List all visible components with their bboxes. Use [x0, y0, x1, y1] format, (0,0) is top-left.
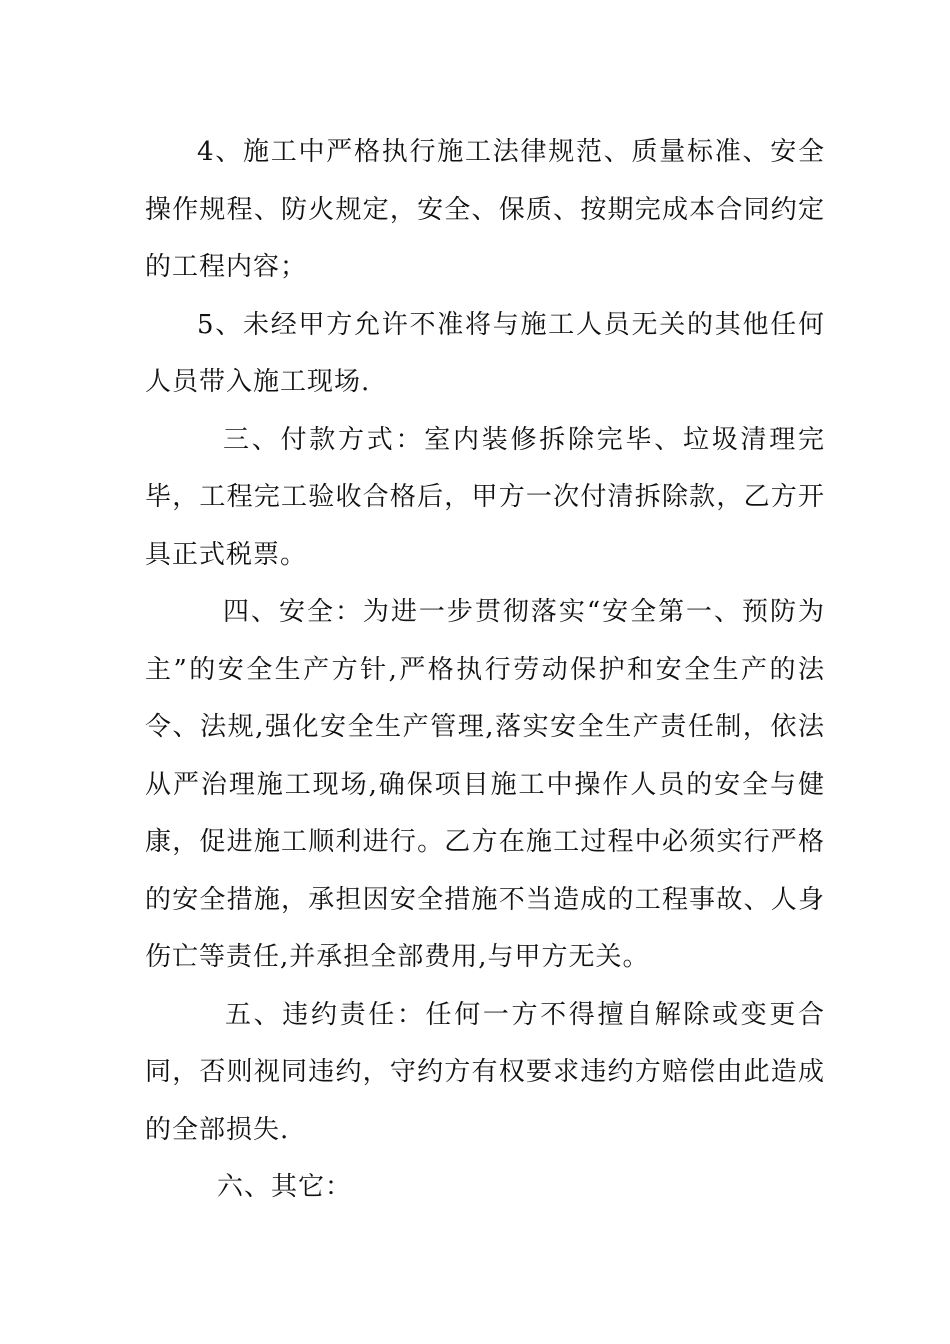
paragraph-safety: 四、安全：为进一步贯彻落实“安全第一、预防为主”的安全生产方针,严格执行劳动保护和安全生产的法令、法规,强化安全生产管理,落实安全生产责任制，依法从严治理施工现场,确保项目施工中操作人员的安全与健康，促进施工顺利进行。乙方在施工过程中必须实行严格的安全措施，承担因安全措施不当造成的工程事故、人身伤亡等责任,并承担全部费用,与甲方无关。: [145, 597, 825, 972]
paragraph-breach-liability: 五、违约责任：任何一方不得擅自解除或变更合同，否则视同违约，守约方有权要求违约方赔偿由此造成的全部损失.: [145, 999, 825, 1145]
document-body: [145, 124, 825, 1217]
paragraph-other: 六、其它：: [217, 1172, 353, 1202]
paragraph-payment-method: 三、付款方式：室内装修拆除完毕、垃圾清理完毕，工程完工验收合格后，甲方一次付清拆除款，乙方开具正式税票。: [145, 424, 825, 570]
paragraph-clause-4: 4、施工中严格执行施工法律规范、质量标准、安全操作规程、防火规定，安全、保质、按期完成本合同约定的工程内容；: [145, 137, 825, 282]
paragraph-clause-5: 5、未经甲方允许不准将与施工人员无关的其他任何人员带入施工现场.: [145, 309, 825, 397]
